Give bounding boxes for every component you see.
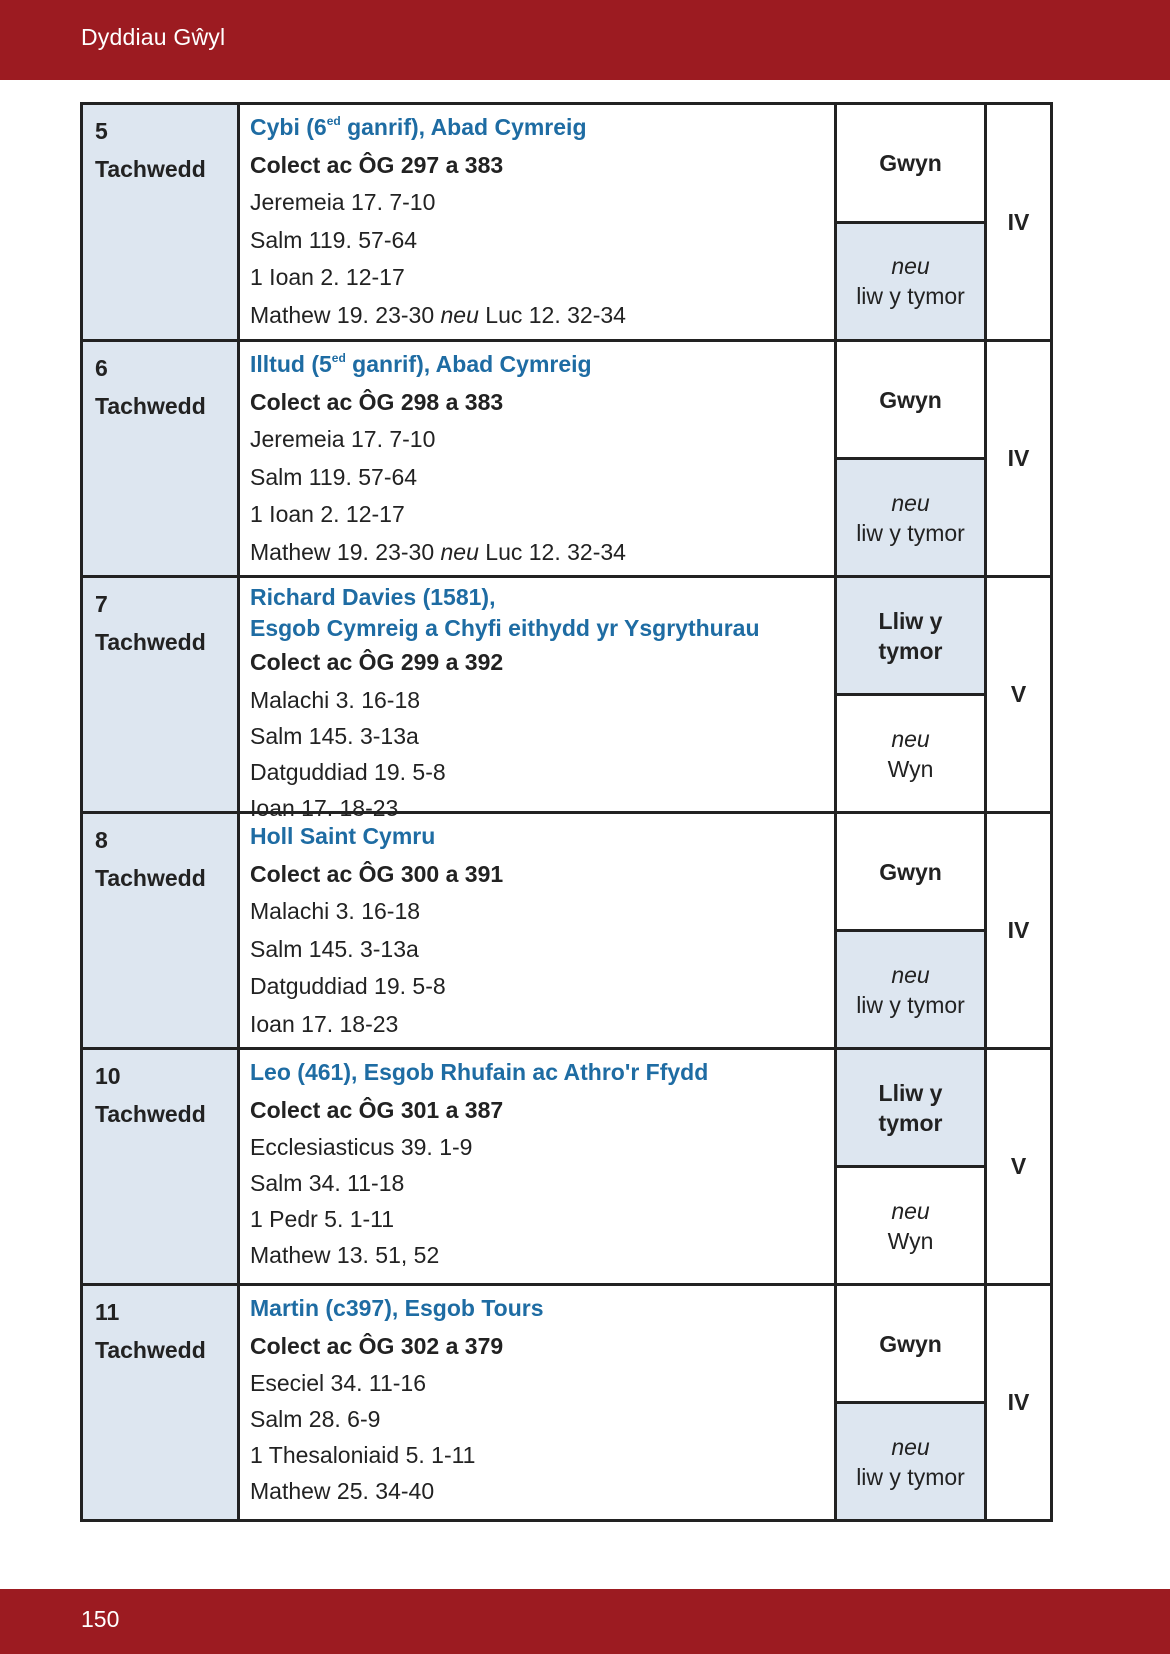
reading: Malachi 3. 16-18 [250,686,421,713]
gospel-reading: Mathew 19. 23-30 neu Luc 12. 32-34 [250,538,626,565]
reading: 1 Thesaloniaid 5. 1-11 [250,1442,476,1468]
reading: Salm 145. 3-13a [250,935,419,962]
gospel-reading: Mathew 19. 23-30 neu Luc 12. 32-34 [250,301,626,328]
collect-ref: Colect ac ÔG 302 a 379 [250,1332,504,1359]
readings-cell [240,342,837,575]
colour-alternative: neu Wyn [887,725,934,782]
reading: Datguddiad 19. 5-8 [250,758,446,785]
colour-alternative: neu liw y tymor [837,224,984,340]
colour-primary: Lliw y tymor [837,1050,984,1168]
table-row [83,575,1050,821]
reading: Ecclesiasticus 39. 1-9 [250,1134,473,1160]
rank-cell: V [1010,1153,1027,1179]
date-cell [83,1050,240,1283]
liturgical-colour-cell [837,1286,987,1519]
rank-cell: IV [1007,445,1030,471]
colour-primary: Gwyn [837,1286,984,1404]
date-cell [83,578,240,811]
saint-title: Esgob Cymreig a Chyfi eithydd yr Ysgrythurau [250,615,760,641]
liturgical-colour-cell [837,814,987,1047]
date-day: 5 [95,118,108,144]
colour-alternative: neu Wyn [887,1197,934,1254]
colour-alternative: neu liw y tymor [837,932,984,1047]
reading: 1 Ioan 2. 12-17 [250,501,405,527]
date-day: 8 [95,827,108,853]
rank-cell: V [1010,681,1027,707]
readings-cell [240,578,837,821]
table-row [83,811,1050,1047]
saint-name: Richard Davies (1581), [250,584,496,610]
colour-primary: Gwyn [837,105,984,224]
saint-name: Holl Saint Cymru [250,823,436,849]
running-header-title: Dyddiau Gŵyl [81,24,226,50]
reading: Salm 119. 57-64 [250,463,418,490]
saint-name: Illtud ($5^{ed}$ ganrif), Abad Cymreig [250,351,592,377]
readings-cell [240,814,837,1047]
collect-ref: Colect ac ÔG 298 a 383 [250,388,504,415]
reading: Mathew 25. 34-40 [250,1478,435,1504]
date-month: Tachwedd [95,865,206,891]
table-row [83,105,1050,339]
reading: Mathew 13. 51, 52 [250,1242,440,1268]
colour-alternative: neu liw y tymor [837,460,984,575]
reading: Jeremeia 17. 7-10 [250,426,436,452]
date-day: 6 [95,355,108,381]
date-month: Tachwedd [95,156,206,182]
reading: Salm 28. 6-9 [250,1406,381,1432]
saint-name: Cybi ($6^{ed}$ ganrif), Abad Cymreig [250,114,587,140]
date-cell [83,105,240,339]
table-row [83,1047,1050,1283]
readings-cell [240,1050,837,1283]
reading: Ioan 17. 18-23 [250,1010,399,1037]
readings-cell [240,105,837,339]
colour-primary: Gwyn [837,814,984,932]
saint-name: Martin (c397), Esgob Tours [250,1295,544,1321]
saint-name: Leo (461), Esgob Rhufain ac Athro'r Ffydd [250,1059,709,1085]
collect-ref: Colect ac ÔG 300 a 391 [250,860,504,887]
table-row [83,1283,1050,1519]
colour-primary: Lliw y tymor [837,578,984,696]
collect-ref: Colect ac ÔG 301 a 387 [250,1096,504,1123]
rank-cell: IV [1007,1389,1030,1415]
table-row [83,339,1050,575]
liturgical-colour-cell [837,578,987,811]
date-day: 10 [95,1063,121,1089]
colour-primary: Gwyn [837,342,984,460]
collect-ref: Colect ac ÔG 299 a 392 [250,649,504,675]
date-cell [83,814,240,1047]
date-month: Tachwedd [95,1337,206,1363]
reading: Jeremeia 17. 7-10 [250,189,436,215]
header-bar [0,0,1170,80]
feast-days-table [80,102,1053,1522]
reading: Ioan 17. 18-23 [250,794,399,821]
date-month: Tachwedd [95,629,206,655]
rank-cell: IV [1007,917,1030,943]
reading: Salm 145. 3-13a [250,722,419,749]
date-month: Tachwedd [95,1101,206,1127]
liturgical-colour-cell [837,342,987,575]
liturgical-colour-cell [837,1050,987,1283]
reading: Salm 34. 11-18 [250,1170,405,1196]
date-month: Tachwedd [95,393,206,419]
date-cell [83,1286,240,1519]
date-cell [83,342,240,575]
date-day: 7 [95,591,108,617]
reading: 1 Ioan 2. 12-17 [250,264,405,290]
rank-cell: IV [1007,208,1030,235]
reading: 1 Pedr 5. 1-11 [250,1206,395,1232]
liturgical-colour-cell [837,105,987,339]
reading: Eseciel 34. 11-16 [250,1370,427,1396]
colour-alternative: neu liw y tymor [837,1404,984,1519]
readings-cell [240,1286,837,1519]
reading: Salm 119. 57-64 [250,226,418,253]
date-day: 11 [95,1299,120,1325]
page-number: 150 [81,1606,120,1632]
reading: Datguddiad 19. 5-8 [250,973,446,999]
reading: Malachi 3. 16-18 [250,898,421,924]
footer-bar [0,1589,1170,1654]
collect-ref: Colect ac ÔG 297 a 383 [250,151,504,178]
